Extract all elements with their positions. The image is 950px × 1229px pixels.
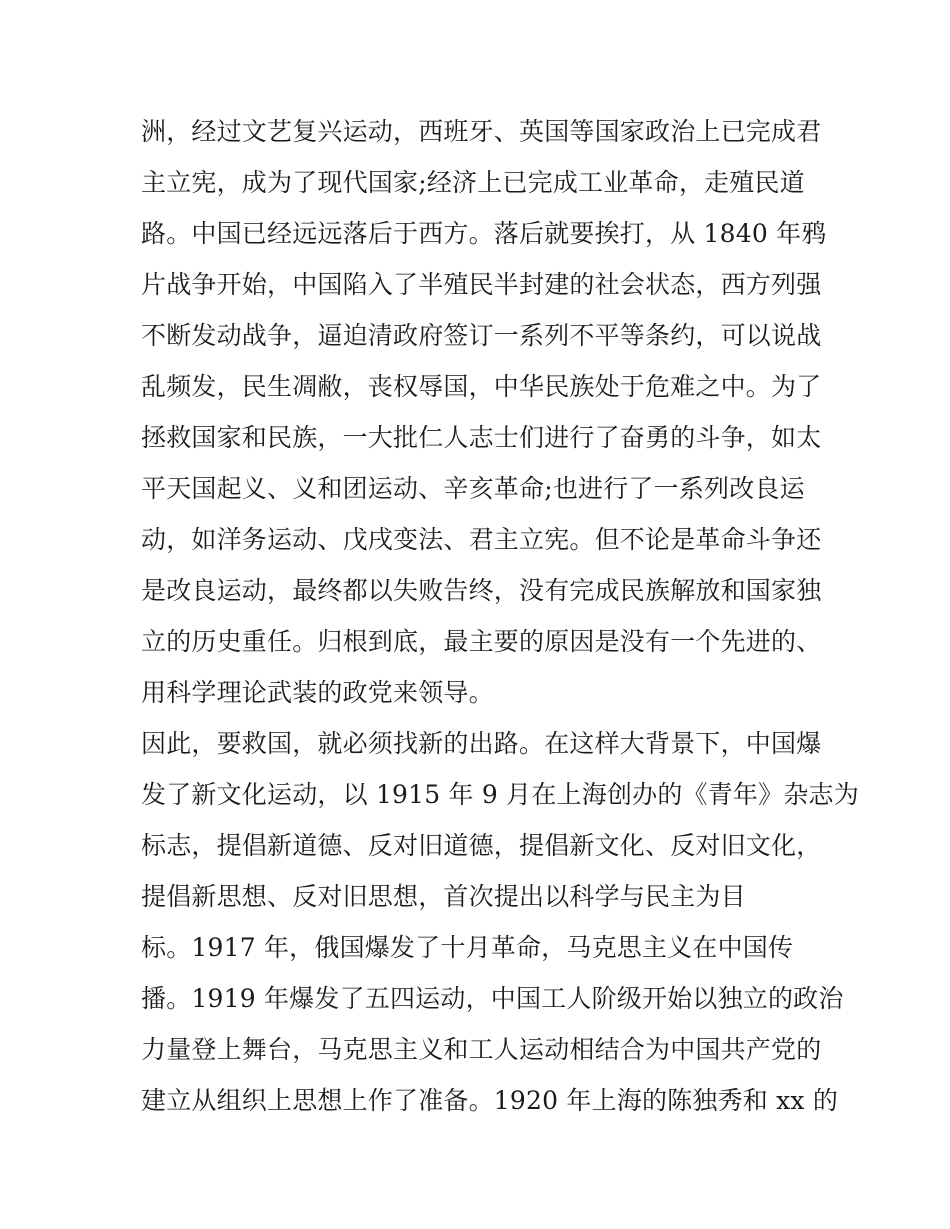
text-line: 是改良运动，最终都以失败告终，没有完成民族解放和国家独: [141, 576, 822, 605]
text-line: 路。中国已经远远落后于西方。落后就要挨打，从 1840 年鸦: [141, 219, 827, 248]
text-line: 因此，要救国，就必须找新的出路。在这样大背景下，中国爆: [141, 729, 822, 758]
text-line: 建立从组织上思想上作了准备。1920 年上海的陈独秀和 xx 的: [141, 1086, 839, 1115]
text-line: 标。1917 年，俄国爆发了十月革命，马克思主义在中国传: [141, 933, 794, 962]
text-line: 立的历史重任。归根到底，最主要的原因是没有一个先进的、: [141, 627, 822, 656]
text-line: 不断发动战争，逼迫清政府签订一系列不平等条约，可以说战: [141, 321, 822, 350]
text-line: 力量登上舞台，马克思主义和工人运动相结合为中国共产党的: [141, 1035, 822, 1064]
text-line: 乱频发，民生凋敝，丧权辱国，中华民族处于危难之中。为了: [141, 372, 822, 401]
text-line: 发了新文化运动，以 1915 年 9 月在上海创办的《青年》杂志为: [141, 780, 859, 809]
text-line: 用科学理论武装的政党来领导。: [141, 678, 494, 707]
text-line: 提倡新思想、反对旧思想，首次提出以科学与民主为目: [141, 882, 746, 911]
body-text: [141, 106, 859, 1126]
text-line: 平天国起义、义和团运动、辛亥革命;也进行了一系列改良运: [141, 474, 805, 503]
text-line: 洲，经过文艺复兴运动，西班牙、英国等国家政治上已完成君: [141, 117, 822, 146]
text-line: 主立宪，成为了现代国家;经济上已完成工业革命，走殖民道: [141, 168, 805, 197]
text-line: 播。1919 年爆发了五四运动，中国工人阶级开始以独立的政治: [141, 984, 844, 1013]
text-line: 片战争开始，中国陷入了半殖民半封建的社会状态，西方列强: [141, 270, 822, 299]
text-line: 标志，提倡新道德、反对旧道德，提倡新文化、反对旧文化，: [141, 831, 822, 860]
text-line: 拯救国家和民族，一大批仁人志士们进行了奋勇的斗争，如太: [141, 423, 822, 452]
text-line: 动，如洋务运动、戊戌变法、君主立宪。但不论是革命斗争还: [141, 525, 822, 554]
